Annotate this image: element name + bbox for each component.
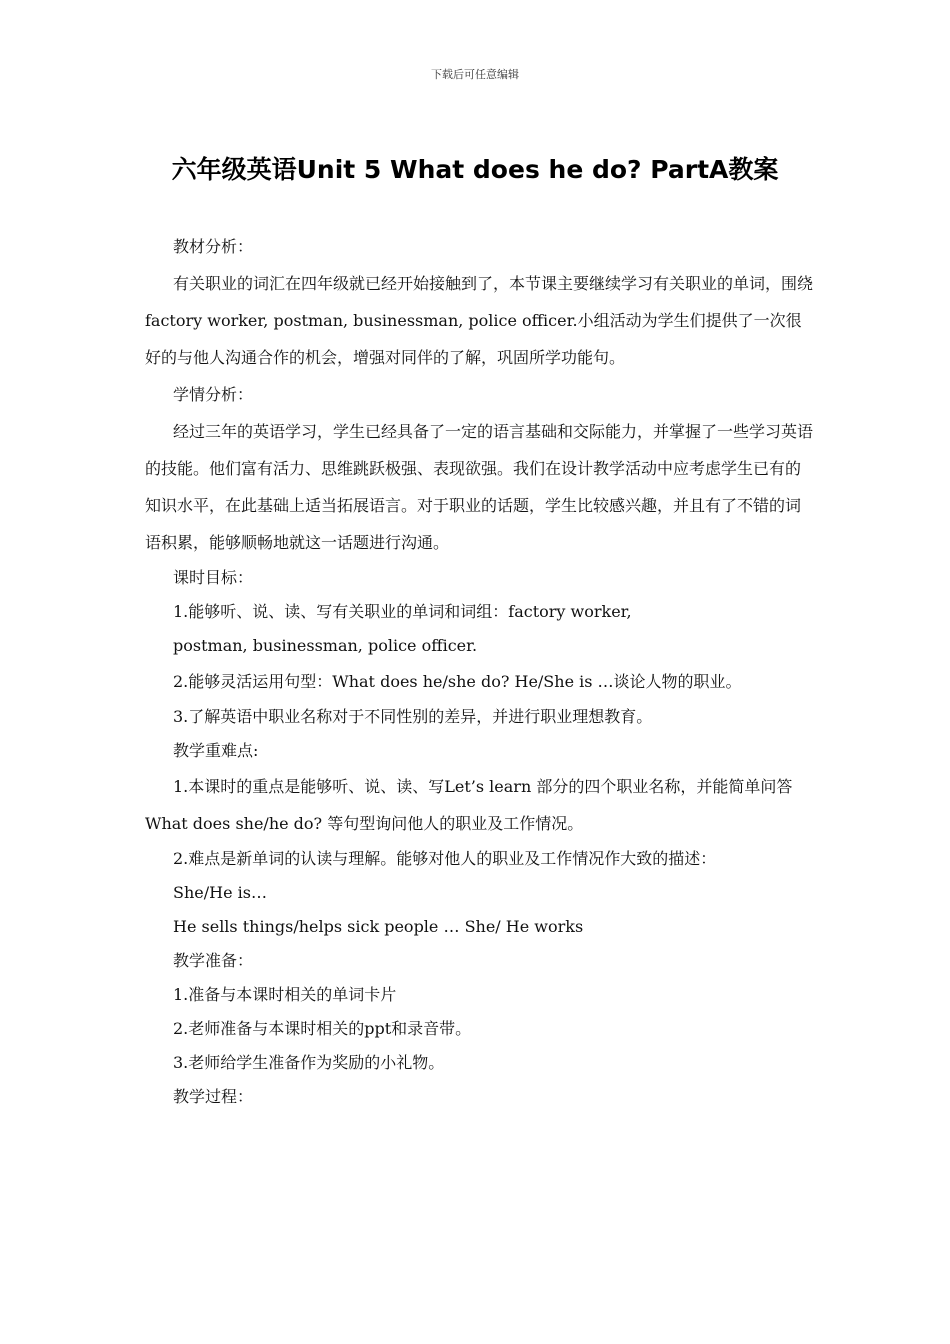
- key-point-1: 1.本课时的重点是能够听、说、读、写Let’s learn 部分的四个职业名称，并能简单问答What does she/he do? 等句型询问他人的职业及工作情况。: [145, 777, 793, 833]
- analysis-heading: 教材分析：: [173, 237, 254, 256]
- key-point-2-example-1: She/He is…: [173, 883, 267, 902]
- student-paragraph: 经过三年的英语学习，学生已经具备了一定的语言基础和交际能力，并掌握了一些学习英语的技能。他们富有活力、思维跳跃极强、表现欲强。我们在设计教学活动中应考虑学生已有的知识水平，在此基础上适当拓展语言。对于职业的话题，学生比较感兴趣，并且有了不错的词语积累，能够顺畅地就这一话题进行沟通。: [145, 422, 814, 552]
- process-heading: 教学过程：: [173, 1087, 254, 1106]
- goal-1-line-1: 1.能够听、说、读、写有关职业的单词和词组：factory worker,: [173, 602, 632, 621]
- preparation-heading: 教学准备：: [173, 951, 254, 970]
- goal-3: 3.了解英语中职业名称对于不同性别的差异，并进行职业理想教育。: [173, 707, 653, 726]
- preparation-item-3: 3.老师给学生准备作为奖励的小礼物。: [173, 1053, 445, 1072]
- document-title: 六年级英语Unit 5 What does he do? PartA教案: [171, 155, 779, 184]
- header-note: 下载后可任意编辑: [431, 68, 519, 81]
- document-body: [145, 228, 815, 1114]
- goals-heading: 课时目标：: [173, 568, 254, 587]
- key-point-2: 2.难点是新单词的认读与理解。能够对他人的职业及工作情况作大致的描述：: [173, 849, 717, 868]
- goal-1-line-2: postman, businessman, police officer.: [173, 636, 478, 655]
- student-heading: 学情分析：: [173, 385, 254, 404]
- key-points-heading: 教学重难点:: [173, 741, 259, 760]
- analysis-paragraph: 有关职业的词汇在四年级就已经开始接触到了，本节课主要继续学习有关职业的单词，围绕factory worker, postman, businessman, police officer.小组活动为学生们提供了一次很好的与他人沟通合作的机会，增强对同伴的了解，巩固所学功能句。: [145, 274, 814, 367]
- preparation-item-2: 2.老师准备与本课时相关的ppt和录音带。: [173, 1019, 472, 1038]
- key-point-2-example-2: He sells things/helps sick people … She/ He works: [173, 917, 584, 936]
- goal-2: 2.能够灵活运用句型：What does he/she do? He/She is …谈论人物的职业。: [173, 672, 742, 691]
- preparation-item-1: 1.准备与本课时相关的单词卡片: [173, 985, 397, 1004]
